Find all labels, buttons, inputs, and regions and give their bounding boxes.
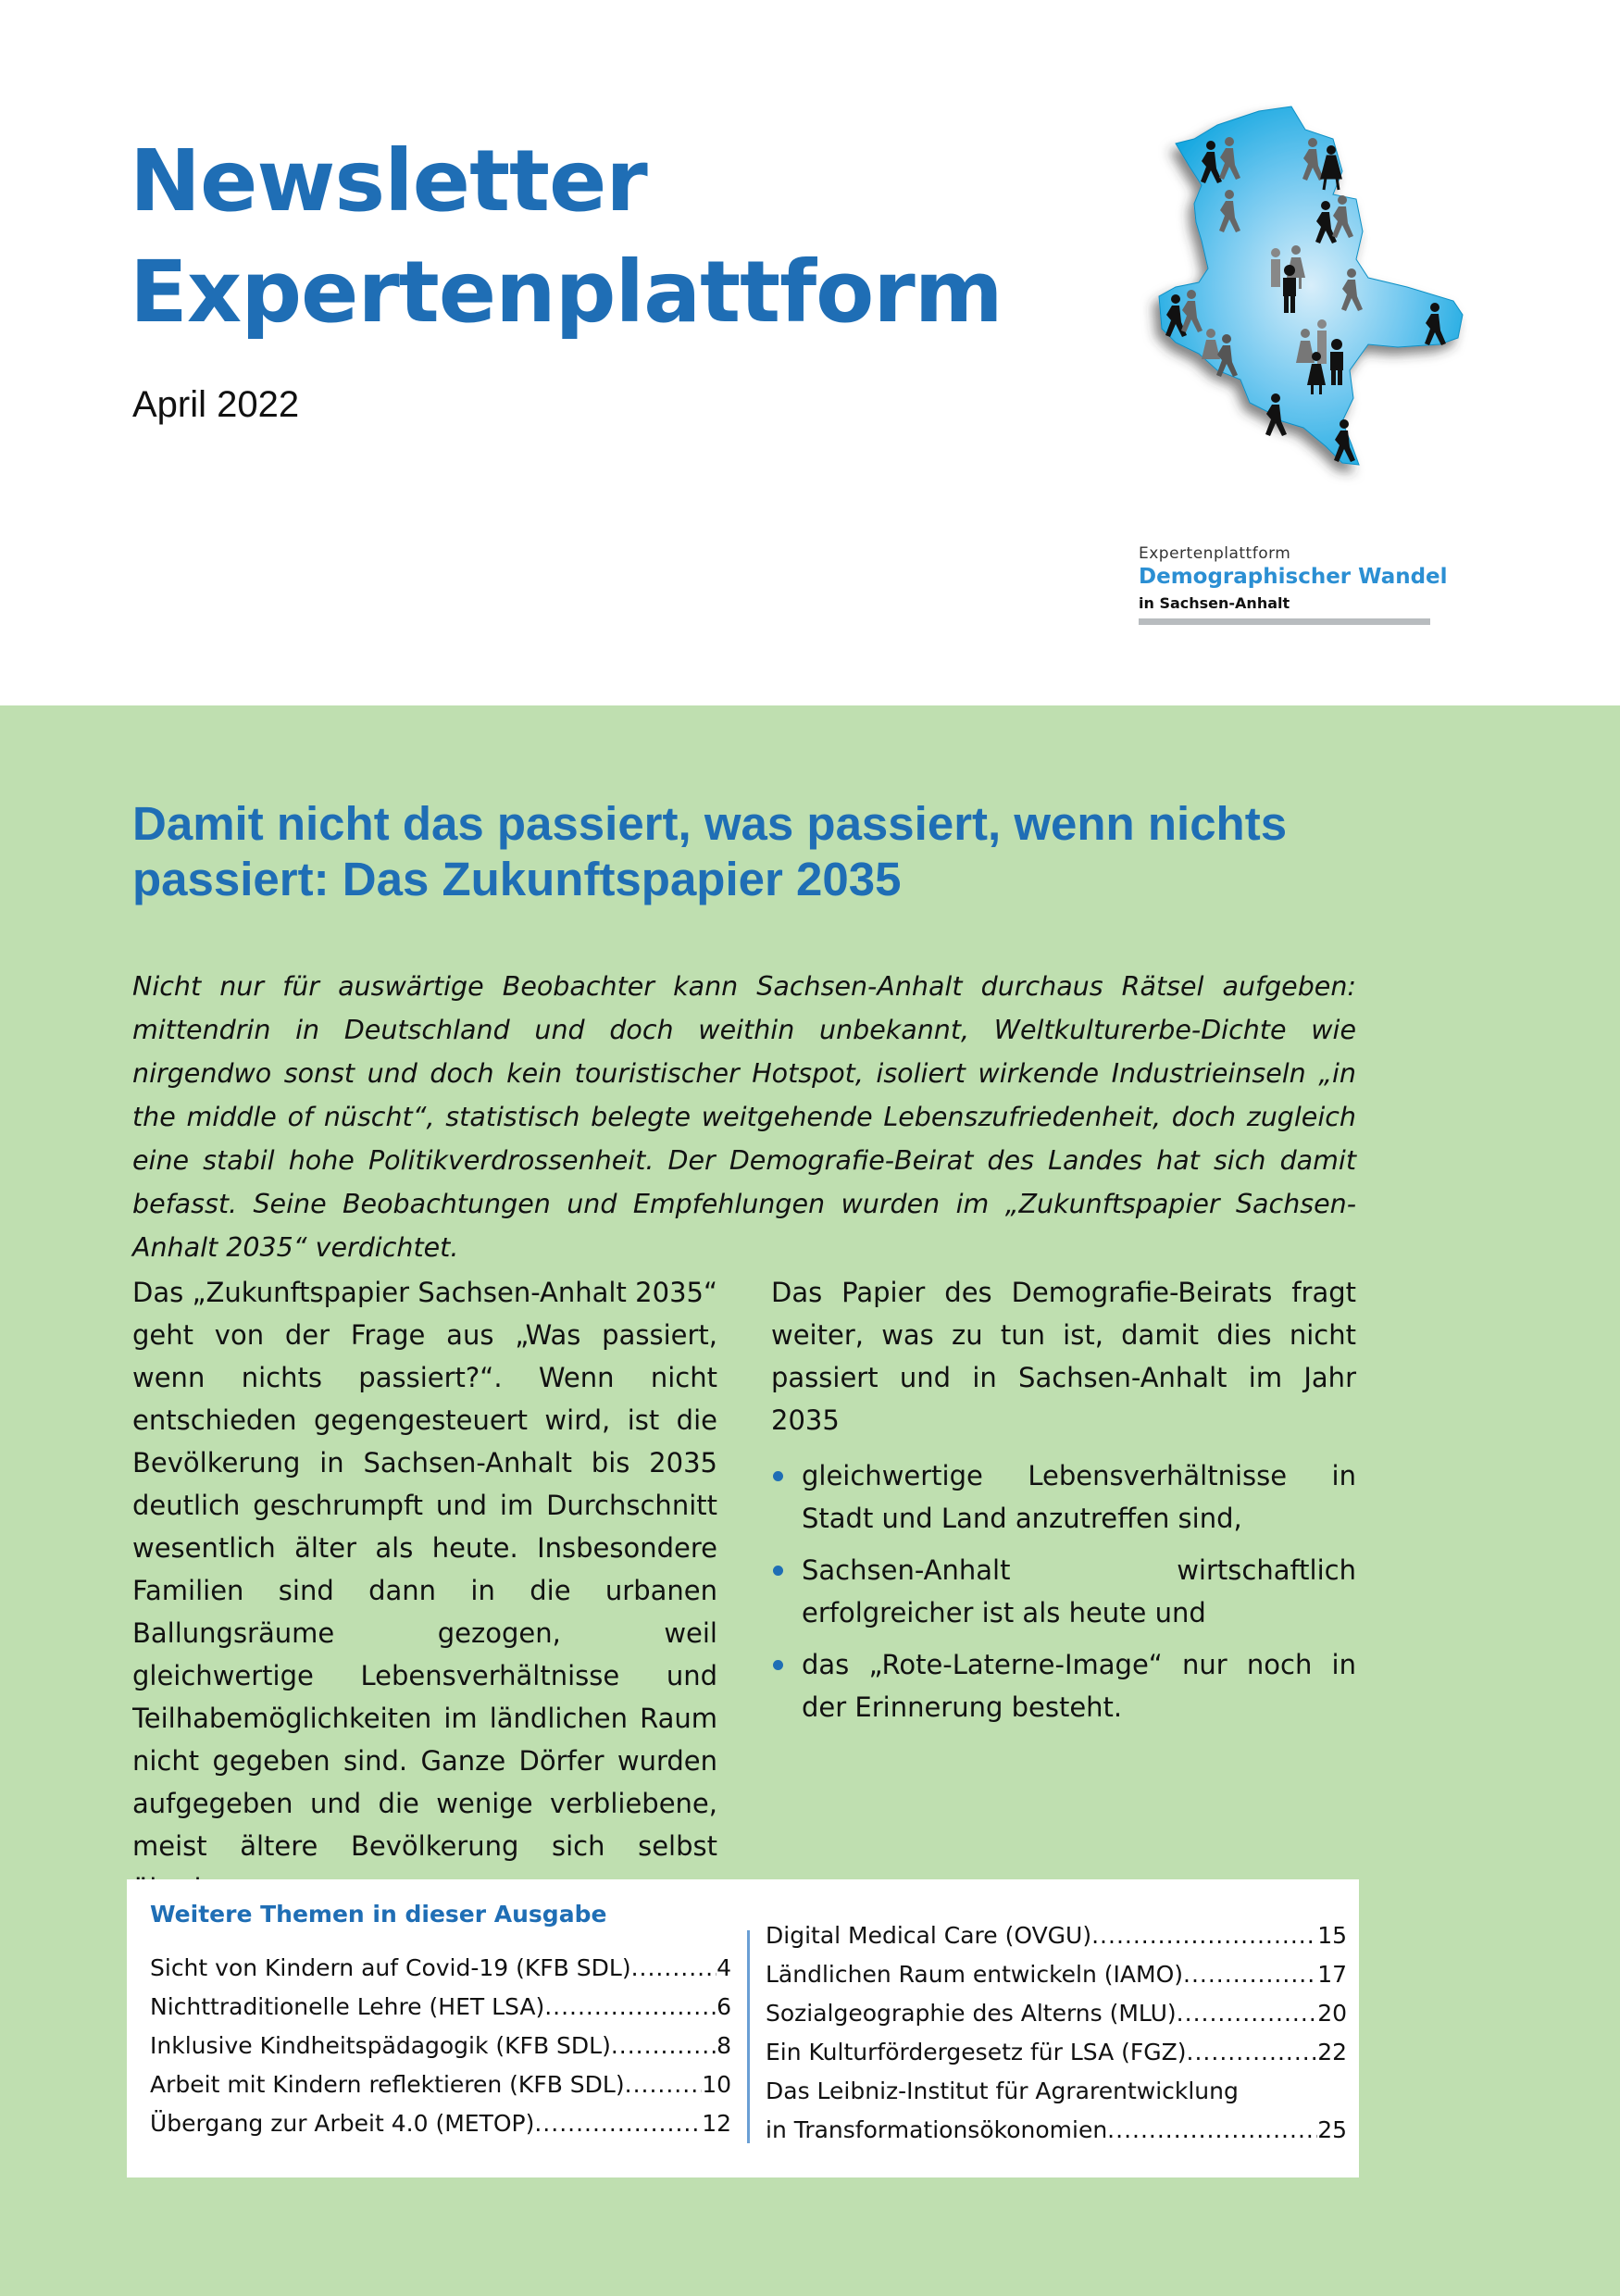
toc-entry[interactable]: Digital Medical Care (OVGU) ..... 15 [766,1916,1347,1955]
toc-page-number: 12 [702,2110,731,2137]
logo-line-demographischer-wandel: Demographischer Wandel [1139,565,1448,589]
goal-list-item: das „Rote-Laterne-Image“ nur noch in der Erinnerung besteht. [771,1643,1356,1728]
goal-list-item: gleichwertige Lebensverhältnisse in Stadt und Land anzutreffen sind, [771,1454,1356,1540]
toc-page-number: 25 [1317,2116,1347,2143]
body-paragraph-2: Das Papier des Demografie-Beirats fragt weiter, was zu tun ist, damit dies nicht passiert und in Sachsen-Anhalt im Jahr 2035 [771,1277,1356,1436]
toc-entry-continued[interactable]: in Transformationsökonomien ..... 25 [766,2111,1347,2150]
toc-page-number: 10 [702,2071,731,2098]
body-column-right [771,1271,1356,1738]
goal-list-item: Sachsen-Anhalt wirtschaftlich erfolgreicher ist als heute und [771,1549,1356,1634]
toc-heading: Weitere Themen in dieser Ausgabe [150,1901,607,1928]
toc-page-number: 17 [1317,1961,1347,1988]
logo-underline [1139,618,1430,625]
toc-page-number: 22 [1317,2039,1347,2065]
issue-date: April 2022 [132,384,300,425]
toc-entry[interactable]: Das Leibniz-Institut für Agrarentwicklung [766,2078,1239,2104]
bullet-icon [773,1566,783,1576]
toc-page-number: 20 [1317,2000,1347,2027]
toc-entry[interactable]: Übergang zur Arbeit 4.0 (METOP) ..... 12 [150,2104,731,2143]
toc-entry[interactable]: Sicht von Kindern auf Covid-19 (KFB SDL) ..... 4 [150,1949,731,1988]
standing-person-icon [1271,248,1280,287]
toc-column-right [766,1916,1347,2150]
toc-entry[interactable]: Ein Kulturfördergesetz für LSA (FGZ) ..... 22 [766,2033,1347,2072]
toc-page-number: 6 [717,1993,731,2020]
goal-list [771,1454,1356,1728]
newsletter-title-line1: Newsletter [130,131,647,231]
article-intro: Nicht nur für auswärtige Beobachter kann Sachsen-Anhalt durchaus Rätsel aufgeben: mittendrin in Deutschland und doch weithin unbekannt, Weltkulturerbe-Dichte wie nirgendwo sonst und doch kein touristischer Hotspot, isoliert wirkende Industrieinseln „in the middle of nüscht“, statistisch belegte weitgehende Lebenszufriedenheit, doch zugleich eine stabil hohe Politikverdrossenheit. Der Demografie-Beirat des Landes hat sich damit befasst. Seine Beobachtungen und Empfehlungen wurden im „Zukunftspapier Sachsen-Anhalt 2035“ verdichtet. [132,970,1356,1263]
body-column-left [132,1271,717,1923]
article-headline [132,796,1336,907]
toc-entry[interactable]: Sozialgeographie des Alterns (MLU) ..... 20 [766,1994,1347,2033]
toc-page-number: 15 [1317,1922,1347,1949]
bullet-icon [773,1660,783,1670]
headline-regular: : Das Zukunftspapier 2035 [313,853,902,906]
logo-line-expertenplattform: Expertenplattform [1139,544,1291,563]
toc-column-left [150,1949,731,2143]
newsletter-title-line2: Expertenplattform [130,243,1003,342]
expertenplattform-logo [1120,102,1490,639]
bullet-icon [773,1471,783,1481]
toc-page-number: 8 [717,2032,731,2059]
toc-page-number: 4 [717,1954,731,1981]
body-paragraph-1: Das „Zukunftspapier Sachsen-Anhalt 2035“ geht von der Frage aus „Was passiert, wenn nichts passiert?“. Wenn nicht entschieden gegengesteuert wird, ist die Bevölkerung in Sachsen-Anhalt bis 2035 deutlich geschrumpft und im Durchschnitt wesentlich älter als heute. Insbesondere Familien sind dann in die urbanen Ballungsräume gezogen, weil gleichwertige Lebensverhältnisse und Teilhabemöglichkeiten im ländlichen Raum nicht gegeben sind. Ganze Dörfer wurden aufgegeben und die wenige verbliebene, meist ältere Bevölkerung sich selbst [132,1277,717,1862]
toc-entry[interactable]: Arbeit mit Kindern reflektieren (KFB SDL) ..... 10 [150,2065,731,2104]
headline-bold: Damit nicht das passiert, was passiert, wenn nichts passiert [132,797,1288,906]
table-of-contents [127,1879,1359,2177]
sachsen-anhalt-map-with-people-icon [1120,102,1490,537]
toc-divider [747,1930,750,2143]
toc-entry[interactable]: Ländlichen Raum entwickeln (IAMO) ..... 17 [766,1955,1347,1994]
toc-entry[interactable]: Inklusive Kindheitspädagogik (KFB SDL) ..... 8 [150,2027,731,2065]
logo-line-sachsen-anhalt: in Sachsen-Anhalt [1139,594,1290,612]
toc-entry[interactable]: Nichttraditionelle Lehre (HET LSA) ..... 6 [150,1988,731,2027]
